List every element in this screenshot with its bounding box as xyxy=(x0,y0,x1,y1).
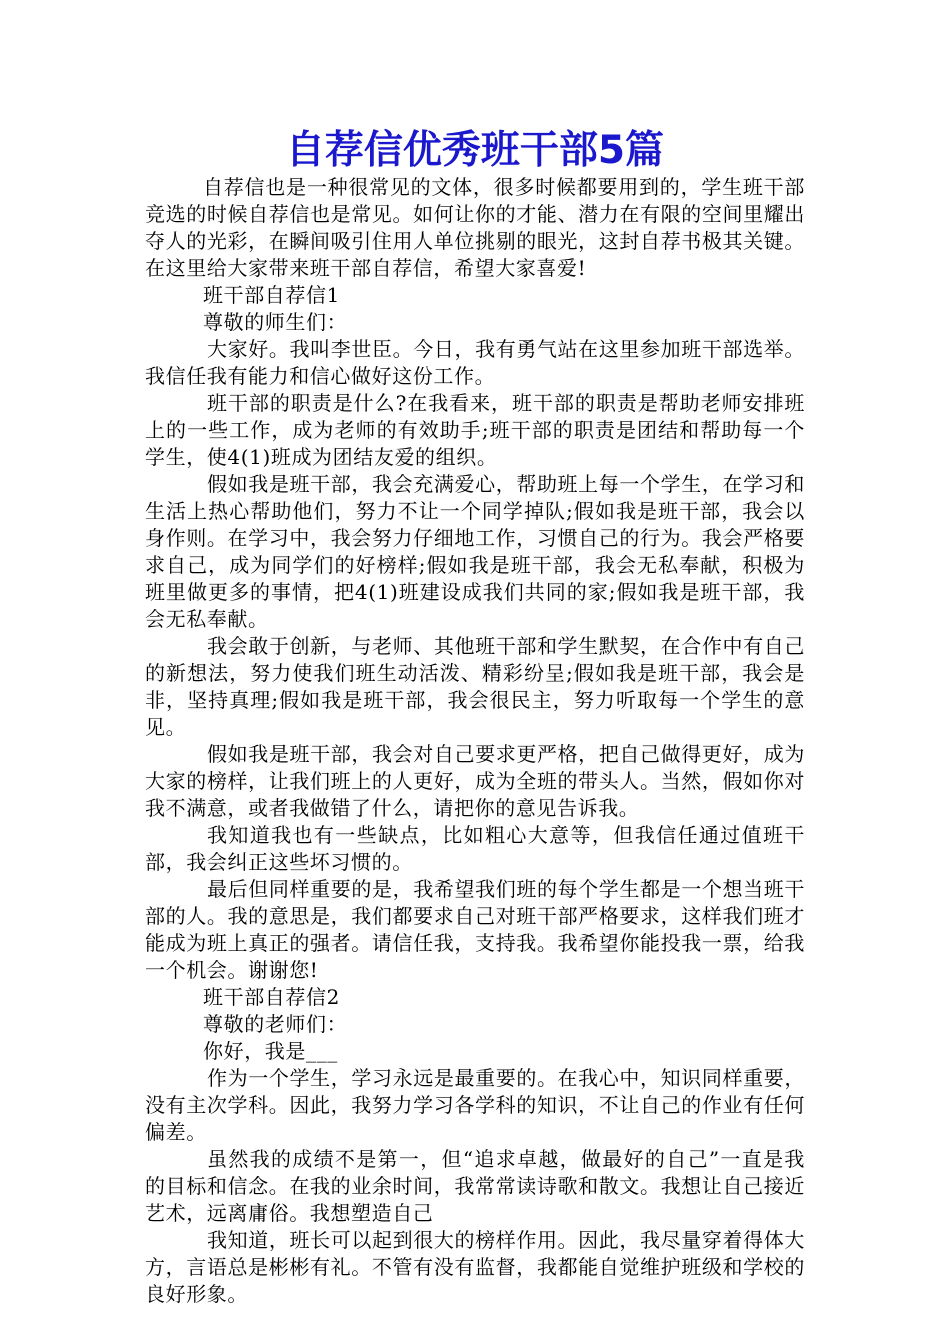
body-paragraph: 假如我是班干部，我会充满爱心，帮助班上每一个学生，在学习和生活上热心帮助他们，努力不让一个同学掉队;假如我是班干部，我会以身作则。在学习中，我会努力仔细地工作，习惯自己的行为。我会严格要求自己，成为同学们的好榜样;假如我是班干部，我会无私奉献，积极为班里做更多的事情，把4(1)班建设成我们共同的家;假如我是班干部，我会无私奉献。 xyxy=(145,472,805,631)
body-paragraph: 我知道，班长可以起到很大的榜样作用。因此，我尽量穿着得体大方，言语总是彬彬有礼。不管有没有监督，我都能自觉维护班级和学校的良好形象。 xyxy=(145,1228,805,1306)
document-page xyxy=(145,122,805,1308)
body-paragraph: 最后但同样重要的是，我希望我们班的每个学生都是一个想当班干部的人。我的意思是，我们都要求自己对班干部严格要求，这样我们班才能成为班上真正的强者。请信任我，支持我。我希望你能投我一票，给我一个机会。谢谢您! xyxy=(145,877,805,982)
body-paragraph: 班干部的职责是什么?在我看来，班干部的职责是帮助老师安排班上的一些工作，成为老师的有效助手;班干部的职责是团结和帮助每一个学生，使4(1)班成为团结友爱的组织。 xyxy=(145,391,805,469)
section-heading-2: 班干部自荐信2 xyxy=(203,985,340,1009)
body-paragraph: 虽然我的成绩不是第一，但“追求卓越，做最好的自己”一直是我的目标和信念。在我的业余时间，我常常读诗歌和散文。我想让自己接近艺术，远离庸俗。我想塑造自己 xyxy=(145,1147,805,1225)
greeting-line: 你好，我是___ xyxy=(203,1039,338,1063)
body-paragraph: 作为一个学生，学习永远是最重要的。在我心中，知识同样重要，没有主次学科。因此，我努力学习各学科的知识，不让自己的作业有任何偏差。 xyxy=(145,1066,805,1144)
body-paragraph: 我知道我也有一些缺点，比如粗心大意等，但我信任通过值班干部，我会纠正这些坏习惯的。 xyxy=(145,823,805,874)
salutation-2: 尊敬的老师们： xyxy=(203,1012,348,1036)
body-paragraph: 大家好。我叫李世臣。今日，我有勇气站在这里参加班干部选举。我信任我有能力和信心做好这份工作。 xyxy=(145,337,805,388)
section-heading-1: 班干部自荐信1 xyxy=(203,283,340,307)
body-paragraph: 我会敢于创新，与老师、其他班干部和学生默契，在合作中有自己的新想法，努力使我们班生动活泼、精彩纷呈;假如我是班干部，我会是非，坚持真理;假如我是班干部，我会很民主，努力听取每一个学生的意见。 xyxy=(145,634,805,739)
intro-paragraph: 自荐信也是一种很常见的文体，很多时候都要用到的，学生班干部竞选的时候自荐信也是常见。如何让你的才能、潜力在有限的空间里耀出夺人的光彩，在瞬间吸引住用人单位挑剔的眼光，这封自荐书极其关键。在这里给大家带来班干部自荐信，希望大家喜爱! xyxy=(145,175,805,280)
body-paragraph: 假如我是班干部，我会对自己要求更严格，把自己做得更好，成为大家的榜样，让我们班上的人更好，成为全班的带头人。当然，假如你对我不满意，或者我做错了什么，请把你的意见告诉我。 xyxy=(145,742,805,820)
salutation-1: 尊敬的师生们： xyxy=(203,310,348,334)
document-title: 自荐信优秀班干部5篇 xyxy=(285,128,665,173)
